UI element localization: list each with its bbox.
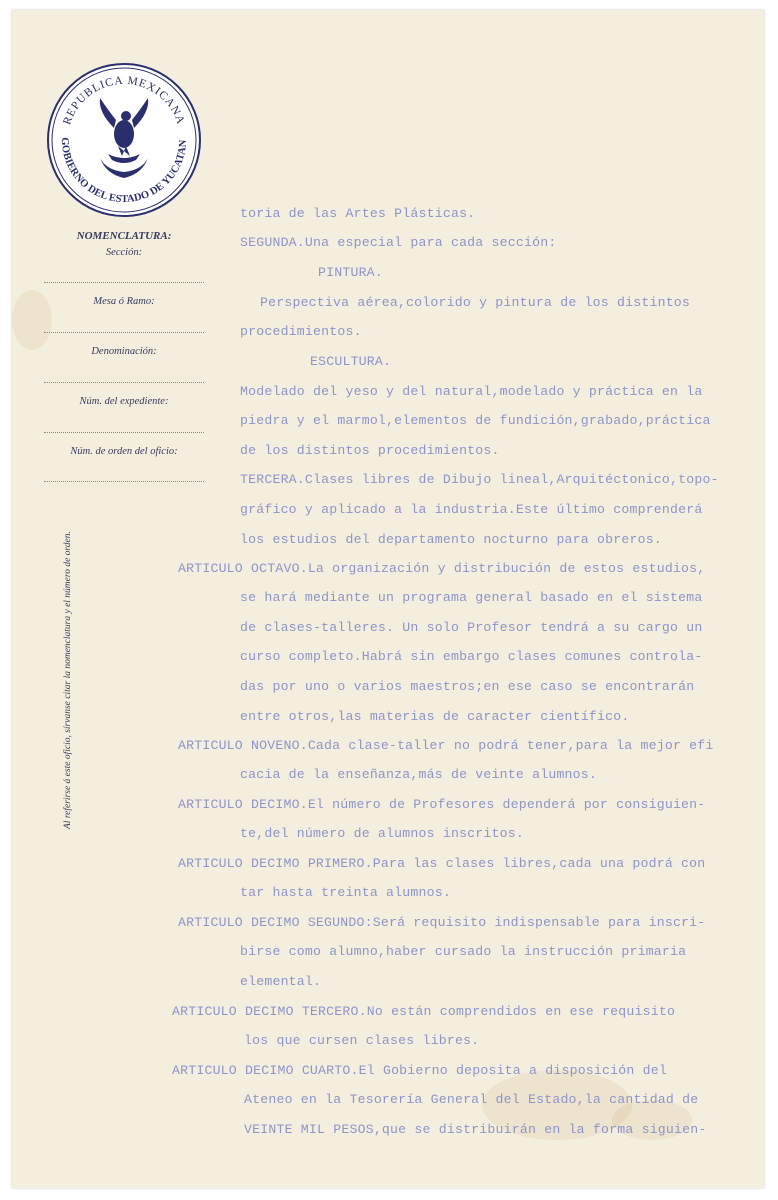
expediente-line [44,432,204,433]
body-line: ARTICULO NOVENO.Cada clase-taller no podrá tener,para la mejor efi [178,738,714,753]
body-line: Ateneo en la Tesorería General del Estado,la cantidad de [244,1092,699,1107]
body-line: tar hasta treinta alumnos. [240,885,451,900]
body-line: ARTICULO OCTAVO.La organización y distribución de estos estudios, [178,561,706,576]
denominacion-label: Denominación: [91,346,157,357]
body-line: ARTICULO DECIMO SEGUNDO:Será requisito indispensable para inscri- [178,915,706,930]
body-line: das por uno o varios maestros;en ese caso se encontrarán [240,679,695,694]
body-line: de los distintos procedimientos. [240,443,500,458]
body-line: de clases-talleres. Un solo Profesor tendrá a su cargo un [240,620,703,635]
body-line: cacia de la enseñanza,más de veinte alumnos. [240,767,598,782]
body-line: ESCULTURA. [310,354,392,369]
body-line: gráfico y aplicado a la industria.Este último comprenderá [240,502,703,517]
body-line: curso completo.Habrá sin embargo clases comunes controla- [240,649,703,664]
denominacion-line [44,382,204,383]
body-line: toria de las Artes Plásticas. [240,206,476,221]
body-line: ARTICULO DECIMO TERCERO.No están comprendidos en ese requisito [172,1004,676,1019]
body-line: se hará mediante un programa general basado en el sistema [240,590,703,605]
body-line: SEGUNDA.Una especial para cada sección: [240,235,557,250]
body-line: procedimientos. [240,324,362,339]
body-line: birse como alumno,haber cursado la instrucción primaria [240,944,687,959]
orden-label: Núm. de orden del oficio: [70,446,178,457]
body-line: elemental. [240,974,322,989]
body-line: PINTURA. [318,265,383,280]
body-line: ARTICULO DECIMO CUARTO.El Gobierno deposita a disposición del [172,1063,667,1078]
mesa-label: Mesa ó Ramo: [93,296,155,307]
body-line: ARTICULO DECIMO.El número de Profesores dependerá por consiguien- [178,797,706,812]
body-line: Modelado del yeso y del natural,modelado y práctica en la [240,384,703,399]
body-line: te,del número de alumnos inscritos. [240,826,524,841]
state-seal [46,62,202,218]
body-line: Perspectiva aérea,colorido y pintura de los distintos [260,295,691,310]
seccion-label: Sección: [105,247,143,258]
body-line: los que cursen clases libres. [244,1033,480,1048]
body-line: piedra y el marmol,elementos de fundición,grabado,práctica [240,413,711,428]
body-line: los estudios del departamento nocturno para obreros. [240,532,662,547]
body-line: VEINTE MIL PESOS,que se distribuirán en la forma siguien- [244,1122,707,1137]
mesa-line [44,332,204,333]
seal-text-bottom: GOBIERNO DEL ESTADO DE YUCATAN [58,137,190,206]
expediente-label: Núm. del expediente: [79,396,169,407]
citation-note: Al referirse á este oficio, sírvanse citar la nomenclatura y el número de orden. [63,531,73,829]
seccion-line [44,282,204,283]
seal-text-top: REPUBLICA MEXICANA [61,74,187,127]
body-line: ARTICULO DECIMO PRIMERO.Para las clases libres,cada una podrá con [178,856,706,871]
nomenclatura-label: NOMENCLATURA: [76,230,172,242]
body-line: entre otros,las materias de caracter científico. [240,709,630,724]
body-line: TERCERA.Clases libres de Dibujo lineal,Arquitéctonico,topo- [240,472,719,487]
orden-line [44,481,204,482]
